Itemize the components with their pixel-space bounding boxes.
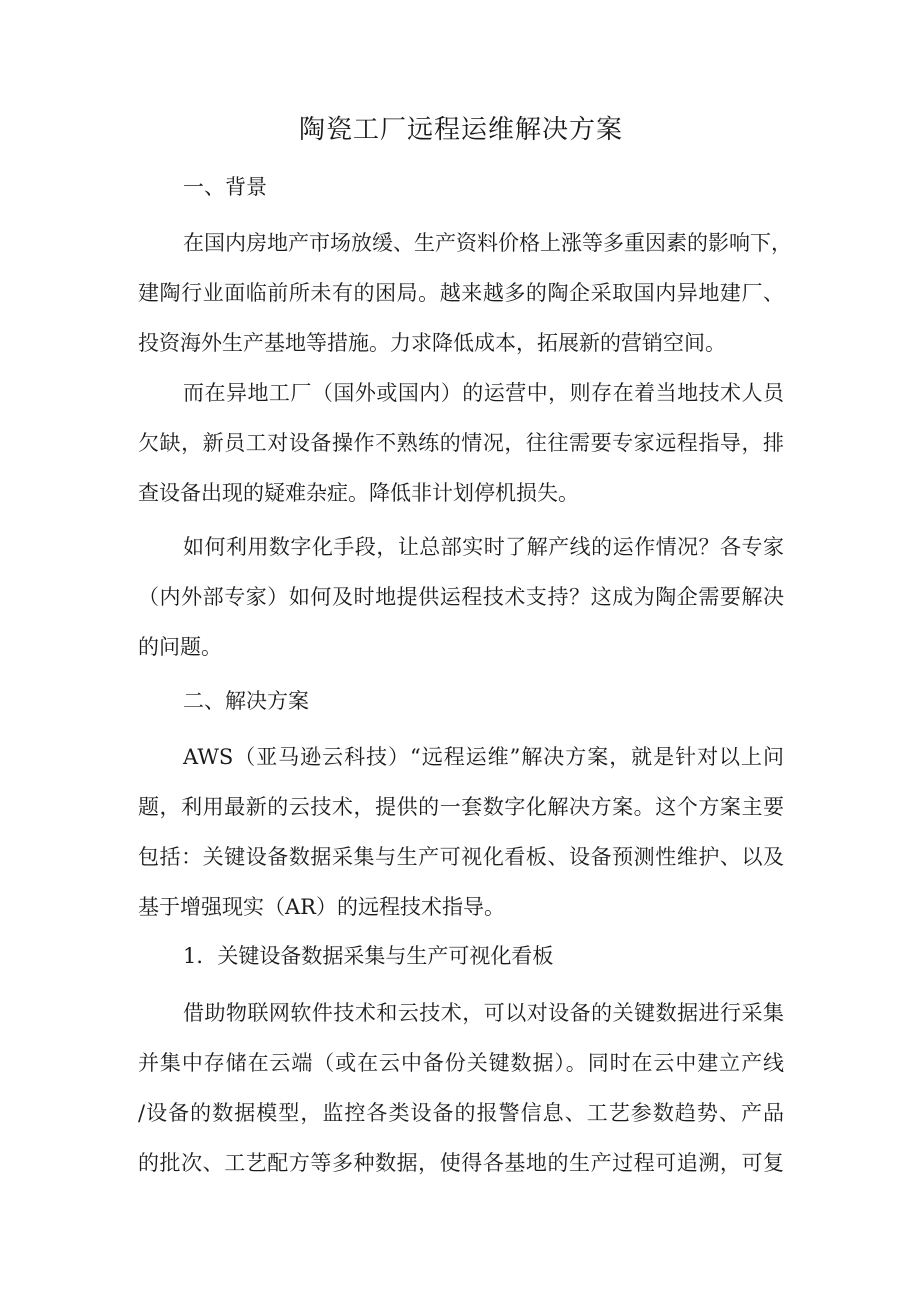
paragraph-line: 题，利用最新的云技术，提供的一套数字化解决方案。这个方案主要 xyxy=(138,795,784,819)
paragraph-line: AWS（亚马逊云科技）“远程运维”解决方案，就是针对以上问 xyxy=(183,745,784,769)
paragraph-line: 欠缺，新员工对设备操作不熟练的情况，往往需要专家远程指导，排 xyxy=(138,431,784,455)
paragraph-line: 在国内房地产市场放缓、生产资料价格上涨等多重因素的影响下， xyxy=(183,231,792,255)
paragraph-line: 如何利用数字化手段，让总部实时了解产线的运作情况？各专家 xyxy=(183,535,784,559)
paragraph-line: 的批次、工艺配方等多种数据，使得各基地的生产过程可追溯，可复 xyxy=(138,1151,784,1175)
paragraph-line: 查设备出现的疑难杂症。降低非计划停机损失。 xyxy=(138,481,579,505)
section-heading-solution: 二、解决方案 xyxy=(183,689,309,713)
paragraph-background-2 xyxy=(138,368,784,518)
paragraph-line: 的问题。 xyxy=(138,635,222,659)
paragraph-line: 包括：关键设备数据采集与生产可视化看板、设备预测性维护、以及 xyxy=(138,845,784,869)
subsection-heading-data-collection: 1．关键设备数据采集与生产可视化看板 xyxy=(183,944,554,968)
document-title: 陶瓷工厂远程运维解决方案 xyxy=(298,115,623,145)
paragraph-line: 基于增强现实（AR）的远程技术指导。 xyxy=(138,895,505,919)
section-heading-background: 一、背景 xyxy=(183,175,267,199)
paragraph-data-collection xyxy=(138,988,784,1188)
paragraph-background-3 xyxy=(138,522,784,672)
paragraph-background-1 xyxy=(138,218,792,368)
paragraph-line: /设备的数据模型，监控各类设备的报警信息、工艺参数趋势、产品 xyxy=(138,1101,784,1125)
paragraph-solution-intro xyxy=(138,732,784,932)
paragraph-line: （内外部专家）如何及时地提供运程技术支持？这成为陶企需要解决 xyxy=(138,585,784,609)
paragraph-line: 投资海外生产基地等措施。力求降低成本，拓展新的营销空间。 xyxy=(138,331,726,355)
paragraph-line: 借助物联网软件技术和云技术，可以对设备的关键数据进行采集 xyxy=(183,1001,784,1025)
paragraph-line: 而在异地工厂（国外或国内）的运营中，则存在着当地技术人员 xyxy=(183,381,784,405)
paragraph-line: 建陶行业面临前所未有的困局。越来越多的陶企采取国内异地建厂、 xyxy=(138,281,784,305)
paragraph-line: 并集中存储在云端（或在云中备份关键数据）。同时在云中建立产线 xyxy=(138,1051,784,1075)
